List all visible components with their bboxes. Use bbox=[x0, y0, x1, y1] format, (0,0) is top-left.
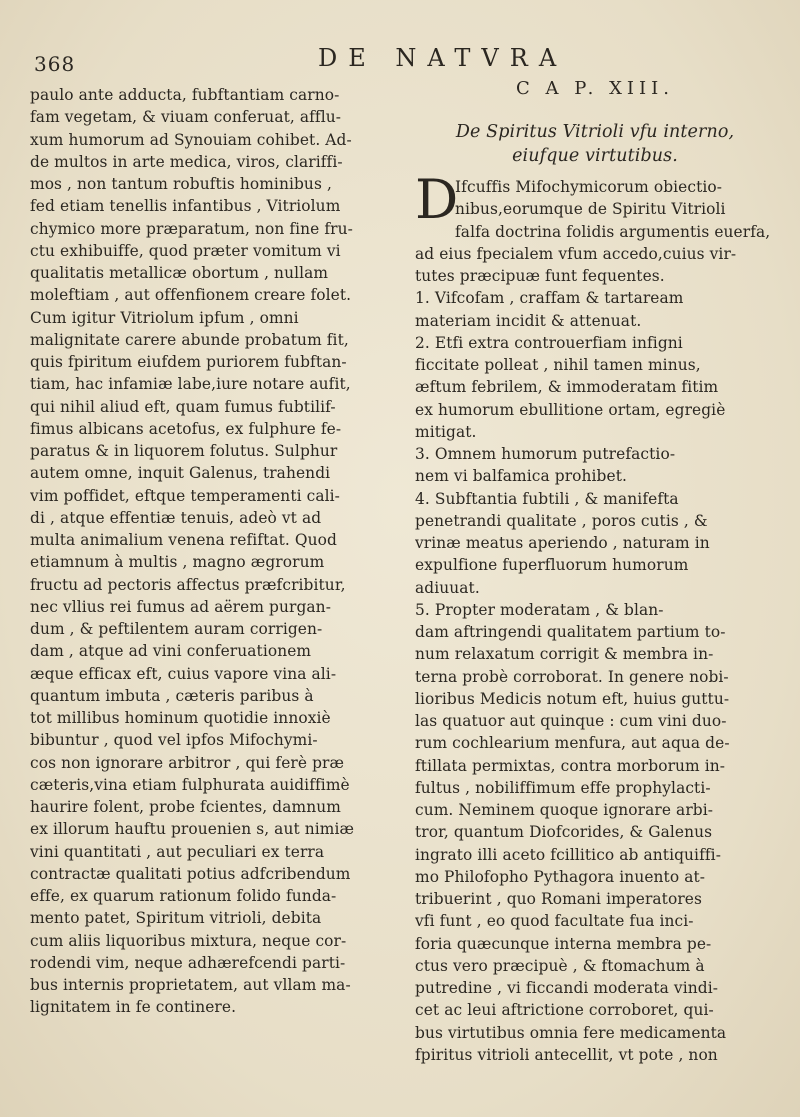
text-line: bibuntur , quod vel ipfos Mifochymi- bbox=[30, 731, 318, 750]
text-line: tutes præcipuæ funt fequentes. bbox=[415, 267, 665, 285]
text-line: cet ac leui aftrictione corroboret, qui- bbox=[415, 1001, 714, 1020]
text-line: dam , atque ad vini conferuationem bbox=[30, 642, 312, 661]
text-line: fed etiam tenellis infantibus , Vitriolum bbox=[30, 197, 341, 216]
text-line: dum , & peftilentem auram corrigen- bbox=[30, 620, 323, 638]
left-column bbox=[30, 84, 390, 1019]
text-line: haurire folent, probe fcientes, damnum bbox=[30, 798, 341, 816]
text-line: mos , non tantum robuftis hominibus , bbox=[30, 175, 332, 193]
page-number: 368 bbox=[34, 52, 76, 76]
text-line: dam aftringendi qualitatem partium to- bbox=[415, 623, 726, 641]
text-line: cos non ignorare arbitror , qui ferè præ bbox=[30, 753, 345, 772]
text-line: chymico more præparatum, non fine fru- bbox=[30, 219, 353, 238]
text-line: moleftiam , aut offenfionem creare folet. bbox=[30, 286, 352, 305]
text-line: fultus , nobiliffimum effe prophylacti- bbox=[415, 778, 711, 797]
text-line: Cum igitur Vitriolum ipfum , omni bbox=[30, 308, 299, 327]
text-line: ex illorum hauftu prouenien s, aut nimiæ bbox=[30, 820, 355, 839]
text-line: effe, ex quarum rationum folido funda- bbox=[30, 887, 337, 905]
text-line: bus virtutibus omnia fere medicamenta bbox=[415, 1023, 727, 1042]
text-line: 3. Omnem humorum putrefactio- bbox=[415, 445, 676, 463]
running-title: DE NATVRA bbox=[318, 44, 568, 72]
text-line: cum. Neminem quoque ignorare arbi- bbox=[415, 801, 714, 819]
text-line: ad eius fpecialem vfum accedo,cuius vir- bbox=[415, 244, 737, 263]
text-line: rodendi vim, neque adhærefcendi parti- bbox=[30, 953, 346, 972]
text-line: ctus vero præcipuè , & ftomachum à bbox=[415, 956, 705, 975]
first-paragraph bbox=[415, 168, 775, 231]
chapter-heading: C A P. XIII. bbox=[516, 78, 674, 99]
text-line: di , atque effentiæ tenuis, adeò vt ad bbox=[30, 508, 322, 527]
text-line: quantum imbuta , cæteris paribus à bbox=[30, 686, 314, 705]
text-line: mo Philofopho Pythagora inuento at- bbox=[415, 867, 706, 886]
text-line: vrinæ meatus aperiendo , naturam in bbox=[415, 534, 710, 552]
text-line: contractæ qualitati potius adfcribendum bbox=[30, 864, 351, 883]
text-line: cæteris,vina etiam fulphurata auidiffimè bbox=[30, 775, 350, 794]
text-line: xum humorum ad Synouiam cohibet. Ad- bbox=[30, 130, 352, 149]
text-line: fructu ad pectoris affectus præfcribitur, bbox=[30, 575, 346, 594]
chapter-title bbox=[415, 120, 775, 168]
text-line: fam vegetam, & viuam conferuat, afflu- bbox=[30, 108, 342, 127]
text-line: 4. Subftantia fubtili , & manifefta bbox=[415, 489, 679, 508]
text-line: bus internis proprietatem, aut vllam ma- bbox=[30, 976, 351, 994]
text-line: ftillata permixtas, contra morborum in- bbox=[415, 756, 726, 775]
text-line: tot millibus hominum quotidie innoxiè bbox=[30, 709, 331, 727]
text-line: Ifcuffis Mifochymicorum obiectio- bbox=[455, 178, 723, 196]
text-line: 2. Etfi extra controuerfiam infigni bbox=[415, 333, 683, 352]
text-line: terna probè corroborat. In genere nobi- bbox=[415, 667, 729, 686]
text-line: 1. Vifcofam , craffam & tartaream bbox=[415, 289, 684, 308]
text-line: nem vi balfamica prohibet. bbox=[415, 467, 627, 486]
text-line: materiam incidit & attenuat. bbox=[415, 311, 642, 330]
text-line: lioribus Medicis notum eft, huius guttu- bbox=[415, 689, 730, 708]
text-line: foria quæcunque interna membra pe- bbox=[415, 934, 712, 953]
text-line: putredine , vi ficcandi moderata vindi- bbox=[415, 979, 719, 997]
text-line: expulfione fuperfluorum humorum bbox=[415, 556, 689, 575]
text-line: vini quantitati , aut peculiari ex terra bbox=[30, 842, 325, 861]
page-header bbox=[28, 44, 772, 74]
text-line: vim poffidet, eftque temperamenti cali- bbox=[30, 486, 340, 505]
text-line: fimus albicans acetofus, ex fulphure fe- bbox=[30, 419, 342, 438]
text-line: num relaxatum corrigit & membra in- bbox=[415, 645, 714, 664]
text-line: multa animalium venena refiftat. Quod bbox=[30, 531, 337, 549]
text-line: nibus,eorumque de Spiritu Vitrioli bbox=[455, 200, 726, 219]
text-line: paulo ante adducta, fubftantiam carno- bbox=[30, 86, 340, 104]
text-line: æftum febrilem, & immoderatam fitim bbox=[415, 378, 719, 397]
text-line: paratus & in liquorem folutus. Sulphur bbox=[30, 442, 338, 460]
text-line: qualitatis metallicæ obortum , nullam bbox=[30, 264, 329, 282]
drop-initial: D bbox=[415, 168, 459, 231]
text-line: de multos in arte medica, viros, clariffi- bbox=[30, 152, 343, 171]
right-column bbox=[415, 74, 775, 1066]
text-line: ex humorum ebullitione ortam, egregiè bbox=[415, 400, 726, 419]
text-line: quis fpiritum eiufdem puriorem fubftan- bbox=[30, 353, 347, 371]
text-line: adiuuat. bbox=[415, 578, 480, 597]
chapter-title-line: De Spiritus Vitrioli vfu interno, bbox=[455, 122, 735, 142]
text-line: 5. Propter moderatam , & blan- bbox=[415, 600, 664, 619]
text-line: ctu exhibuiffe, quod præter vomitum vi bbox=[30, 241, 341, 260]
text-line: tiam, hac infamiæ labe,iure notare aufit, bbox=[30, 375, 351, 394]
text-line: rum cochlearium menfura, aut aqua de- bbox=[415, 734, 730, 753]
text-line: qui nihil aliud eft, quam fumus fubtilif- bbox=[30, 397, 336, 416]
chapter-title-line: eiufque virtutibus. bbox=[512, 146, 678, 166]
text-line: etiamnum à multis , magno ægrorum bbox=[30, 553, 325, 572]
text-line: æque efficax eft, cuius vapore vina ali- bbox=[30, 664, 337, 683]
text-line: fpiritus vitrioli antecellit, vt pote , non bbox=[415, 1045, 718, 1064]
text-line: vfi funt , eo quod facultate fua inci- bbox=[415, 912, 694, 931]
text-line: cum aliis liquoribus mixtura, neque cor- bbox=[30, 931, 347, 950]
text-line: las quatuor aut quinque : cum vini duo- bbox=[415, 712, 727, 730]
text-line: tribuerint , quo Romani imperatores bbox=[415, 890, 702, 908]
text-line: mento patet, Spiritum vitrioli, debita bbox=[30, 909, 322, 928]
text-line: mitigat. bbox=[415, 422, 477, 441]
text-line: nec vllius rei fumus ad aërem purgan- bbox=[30, 597, 331, 616]
text-line: tror, quantum Diofcorides, & Galenus bbox=[415, 823, 713, 842]
text-line: autem omne, inquit Galenus, trahendi bbox=[30, 464, 331, 483]
text-line: ingrato illi aceto fcillitico ab antiquiffi- bbox=[415, 845, 721, 864]
text-line: penetrandi qualitate , poros cutis , & bbox=[415, 511, 708, 530]
text-line: malignitate carere abunde probatum fit, bbox=[30, 330, 349, 349]
text-line: lignitatem in fe continere. bbox=[30, 998, 237, 1017]
text-line: ficcitate polleat , nihil tamen minus, bbox=[415, 356, 701, 374]
text-line: falfa doctrina folidis argumentis euerfa, bbox=[455, 222, 771, 241]
